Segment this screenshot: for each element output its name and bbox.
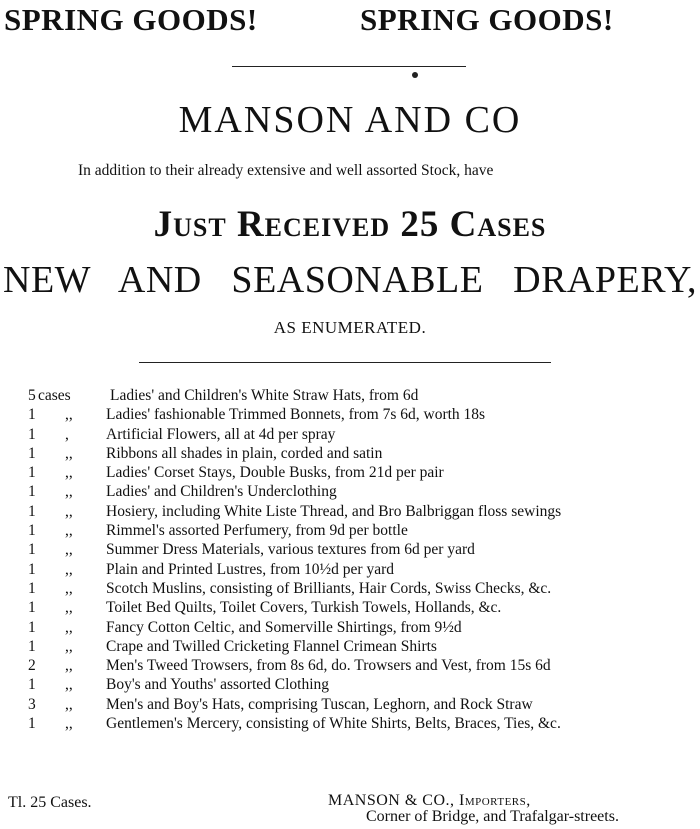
importer-role: Importers,	[459, 792, 531, 809]
divider-ornament	[412, 72, 418, 78]
item-quantity: 1	[28, 715, 36, 733]
item-description: Scotch Muslins, consisting of Brilliants, Hair Cords, Swiss Checks, &c.	[106, 579, 552, 597]
item-quantity: 1	[28, 676, 36, 694]
item-unit: ,,	[65, 502, 73, 520]
item-description: Boy's and Youths' assorted Clothing	[106, 676, 330, 694]
intro-text: In addition to their already extensive and well assorted Stock, have	[78, 162, 494, 179]
drapery-heading-text: NEW AND SEASONABLE DRAPERY,	[3, 259, 697, 301]
item-description: Rimmel's assorted Perfumery, from 9d per bottle	[106, 522, 408, 540]
importer-name: MANSON & CO.,	[328, 792, 455, 809]
item-unit: cases	[38, 387, 71, 404]
item-description: Ladies' fashionable Trimmed Bonnets, from 7s 6d, worth 18s	[106, 406, 486, 424]
item-description: Gentlemen's Mercery, consisting of White Shirts, Belts, Braces, Ties, &c.	[106, 715, 561, 733]
item-quantity: 1	[28, 464, 36, 482]
item-quantity: 1	[28, 579, 36, 597]
item-quantity: 1	[28, 618, 36, 636]
firm-name: MANSON AND CO	[178, 99, 522, 141]
item-unit: ,,	[65, 522, 73, 540]
item-description: Crape and Twilled Cricketing Flannel Crimean Shirts	[106, 637, 437, 655]
item-description: Ladies' and Children's White Straw Hats, from 6d	[110, 387, 419, 404]
item-quantity: 1	[28, 637, 36, 655]
item-unit: ,,	[65, 560, 73, 578]
item-description: Men's and Boy's Hats, comprising Tuscan, Leghorn, and Rock Straw	[106, 695, 533, 713]
item-quantity: 1	[28, 522, 36, 540]
item-quantity: 1	[28, 406, 36, 424]
item-unit: ,,	[65, 483, 73, 501]
item-description: Ribbons all shades in plain, corded and satin	[106, 444, 383, 462]
middle-divider	[139, 362, 551, 363]
just-received-heading: Just Received 25 Cases	[153, 204, 547, 245]
item-quantity: 1	[28, 560, 36, 578]
item-description: Men's Tweed Trowsers, from 8s 6d, do. Trowsers and Vest, from 15s 6d	[106, 657, 551, 675]
total-cases: Tl. 25 Cases.	[8, 794, 92, 811]
item-unit: ,,	[65, 406, 73, 424]
item-unit: ,,	[65, 637, 73, 655]
item-unit: ,,	[65, 676, 73, 694]
item-quantity: 3	[28, 695, 36, 713]
item-description: Ladies' Corset Stays, Double Busks, from 21d per pair	[106, 464, 444, 482]
as-enumerated: AS ENUMERATED.	[273, 318, 427, 337]
item-quantity: 5	[28, 387, 36, 404]
item-unit: ,,	[65, 599, 73, 617]
item-unit: ,,	[65, 618, 73, 636]
top-divider	[232, 66, 466, 67]
item-quantity: 1	[28, 599, 36, 617]
item-description: Ladies' and Children's Underclothing	[106, 483, 337, 501]
item-quantity: 2	[28, 657, 36, 675]
item-quantity: 1	[28, 425, 36, 443]
item-description: Artificial Flowers, all at 4d per spray	[106, 425, 336, 443]
item-quantity: 1	[28, 483, 36, 501]
headline-left: SPRING GOODS!	[4, 2, 258, 37]
item-unit: ,	[65, 425, 69, 443]
item-quantity: 1	[28, 502, 36, 520]
item-description: Hosiery, including White Liste Thread, and Bro Balbriggan floss sewings	[106, 502, 562, 520]
address: Corner of Bridge, and Trafalgar-streets.	[366, 808, 619, 825]
item-unit: ,,	[65, 579, 73, 597]
item-description: Fancy Cotton Celtic, and Somerville Shirtings, from 9½d	[106, 618, 462, 636]
item-unit: ,,	[65, 444, 73, 462]
item-unit: ,,	[65, 715, 73, 733]
drapery-heading	[3, 258, 697, 302]
item-description: Toilet Bed Quilts, Toilet Covers, Turkish Towels, Hollands, &c.	[106, 599, 502, 617]
item-description: Summer Dress Materials, various textures from 6d per yard	[106, 541, 475, 559]
item-unit: ,,	[65, 695, 73, 713]
item-quantity: 1	[28, 541, 36, 559]
item-unit: ,,	[65, 541, 73, 559]
item-description: Plain and Printed Lustres, from 10½d per yard	[106, 560, 394, 578]
item-unit: ,,	[65, 464, 73, 482]
headline-right: SPRING GOODS!	[360, 2, 614, 37]
item-unit: ,,	[65, 657, 73, 675]
item-quantity: 1	[28, 444, 36, 462]
